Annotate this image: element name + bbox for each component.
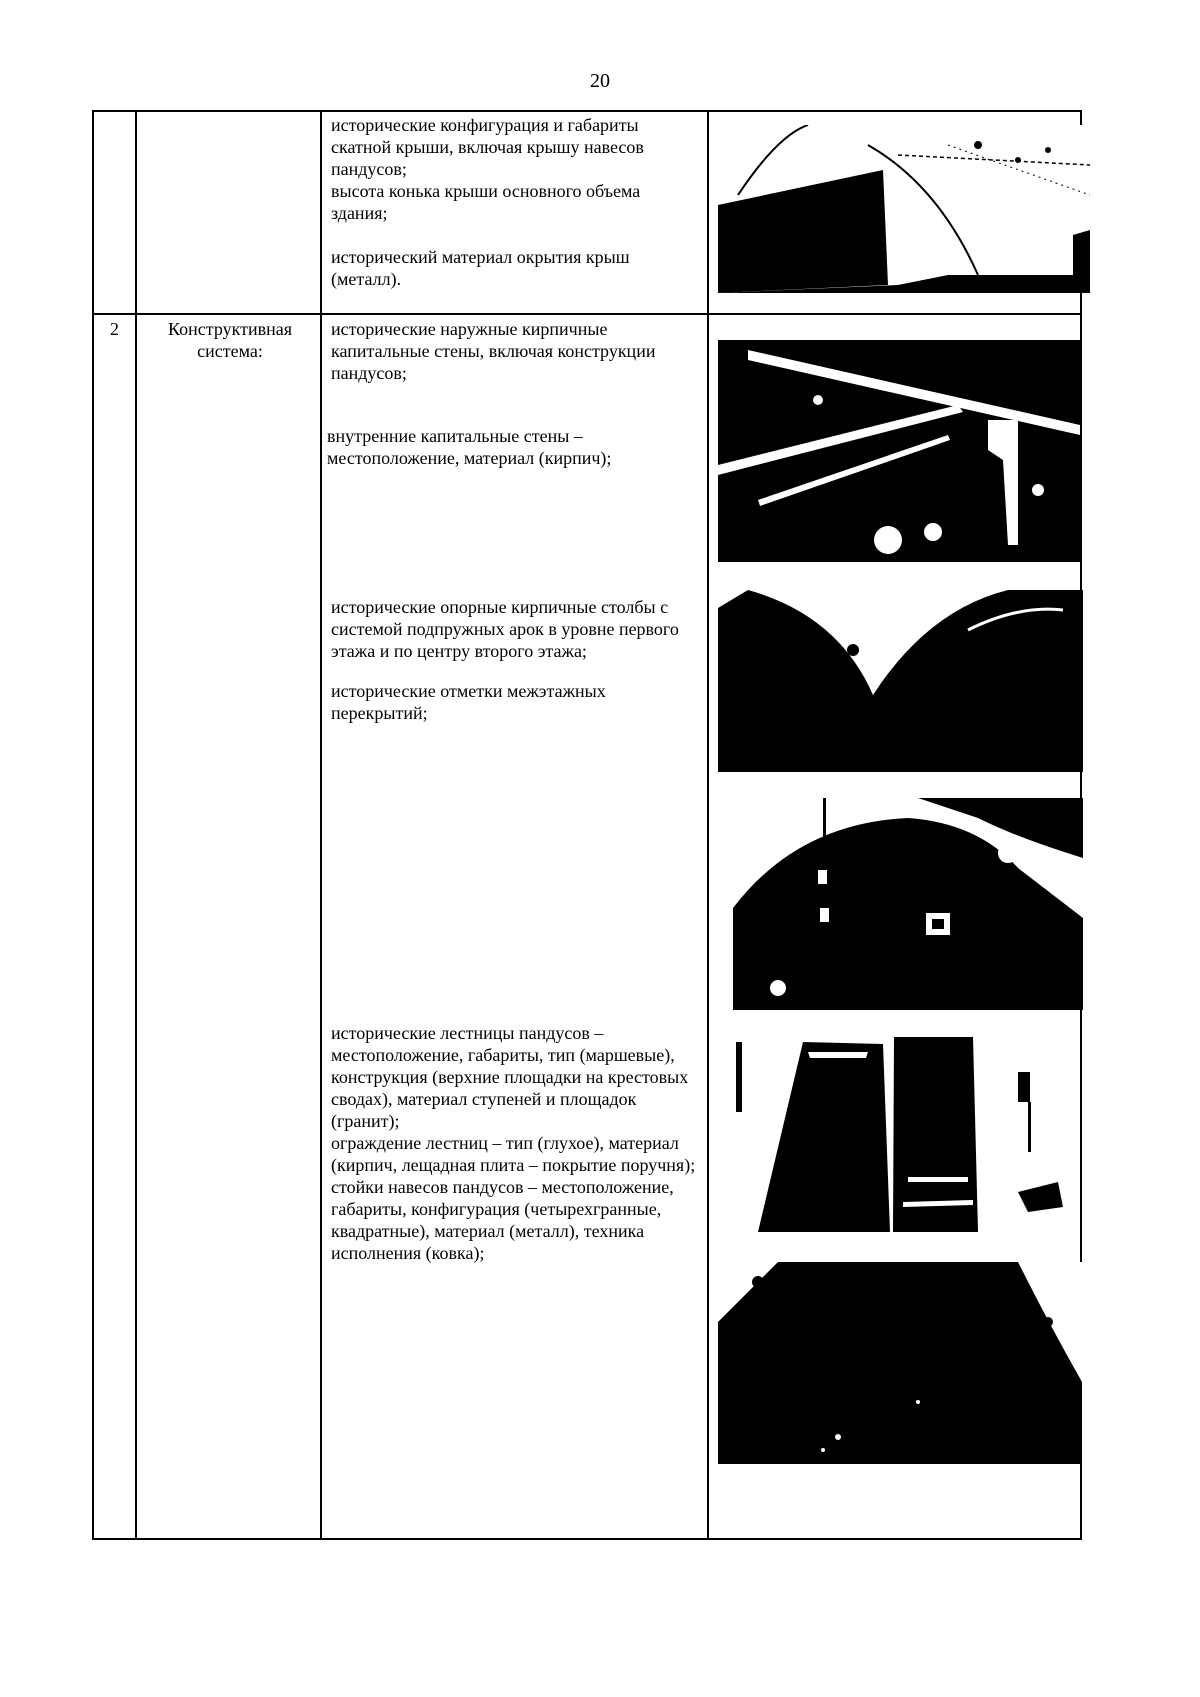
row2-block-1 (331, 318, 701, 384)
photo-masonry (718, 1262, 1082, 1464)
photo-roof (718, 125, 1090, 293)
row2-paragraph: ограждение лестниц – тип (глухое), материал (кирпич, лещадная плита – покрытие поручня); (331, 1133, 696, 1175)
row1-paragraph: исторические конфигурация и габариты скатной крыши, включая крышу навесов пандусов; (331, 115, 644, 179)
row2-paragraph: внутренние капитальные стены – местоположение, материал (кирпич); (327, 426, 612, 468)
table-vline-3 (320, 110, 322, 1540)
row1-description (331, 114, 701, 290)
table-vline-2 (135, 110, 137, 1540)
table-vline-4 (707, 110, 709, 1540)
row2-paragraph: исторические опорные кирпичные столбы с системой подпружных арок в уровне первого этажа и по центру второго этажа; (331, 597, 679, 661)
photo-arches (718, 590, 1083, 772)
row2-block-2 (327, 425, 701, 469)
row2-paragraph: исторические лестницы пандусов – местоположение, габариты, тип (маршевые), конструкция (верхние площадки на крестовых сводах), материал ступеней и площадок (гранит); (331, 1023, 689, 1131)
row1-paragraph: высота конька крыши основного объема здания; (331, 181, 641, 223)
photo-stairs (718, 1032, 1080, 1242)
table-bottom-border (92, 1538, 1082, 1540)
row2-block-4 (331, 1022, 701, 1264)
photo-exterior-walls (718, 340, 1080, 562)
row2-number: 2 (110, 319, 119, 339)
row1-paragraph: исторический материал окрытия крыш (металл). (331, 247, 630, 289)
row2-block-3 (331, 596, 701, 724)
table-top-border-right (720, 110, 1082, 112)
row2-paragraph: исторические наружные кирпичные капитальные стены, включая конструкции пандусов; (331, 319, 656, 383)
row2-paragraph: исторические отметки межэтажных перекрытий; (331, 681, 606, 723)
table-row-divider (92, 313, 1082, 315)
photo-vault (718, 798, 1083, 1010)
table-top-border-left (93, 110, 333, 112)
row2-name: Конструктивная система: (168, 319, 292, 361)
page-number: 20 (590, 70, 610, 92)
row2-paragraph: стойки навесов пандусов – местоположение, габариты, конфигурация (четырехгранные, квадратные), материал (металл), техника исполнения (ковка); (331, 1177, 674, 1263)
table-top-border-mid (320, 110, 720, 112)
